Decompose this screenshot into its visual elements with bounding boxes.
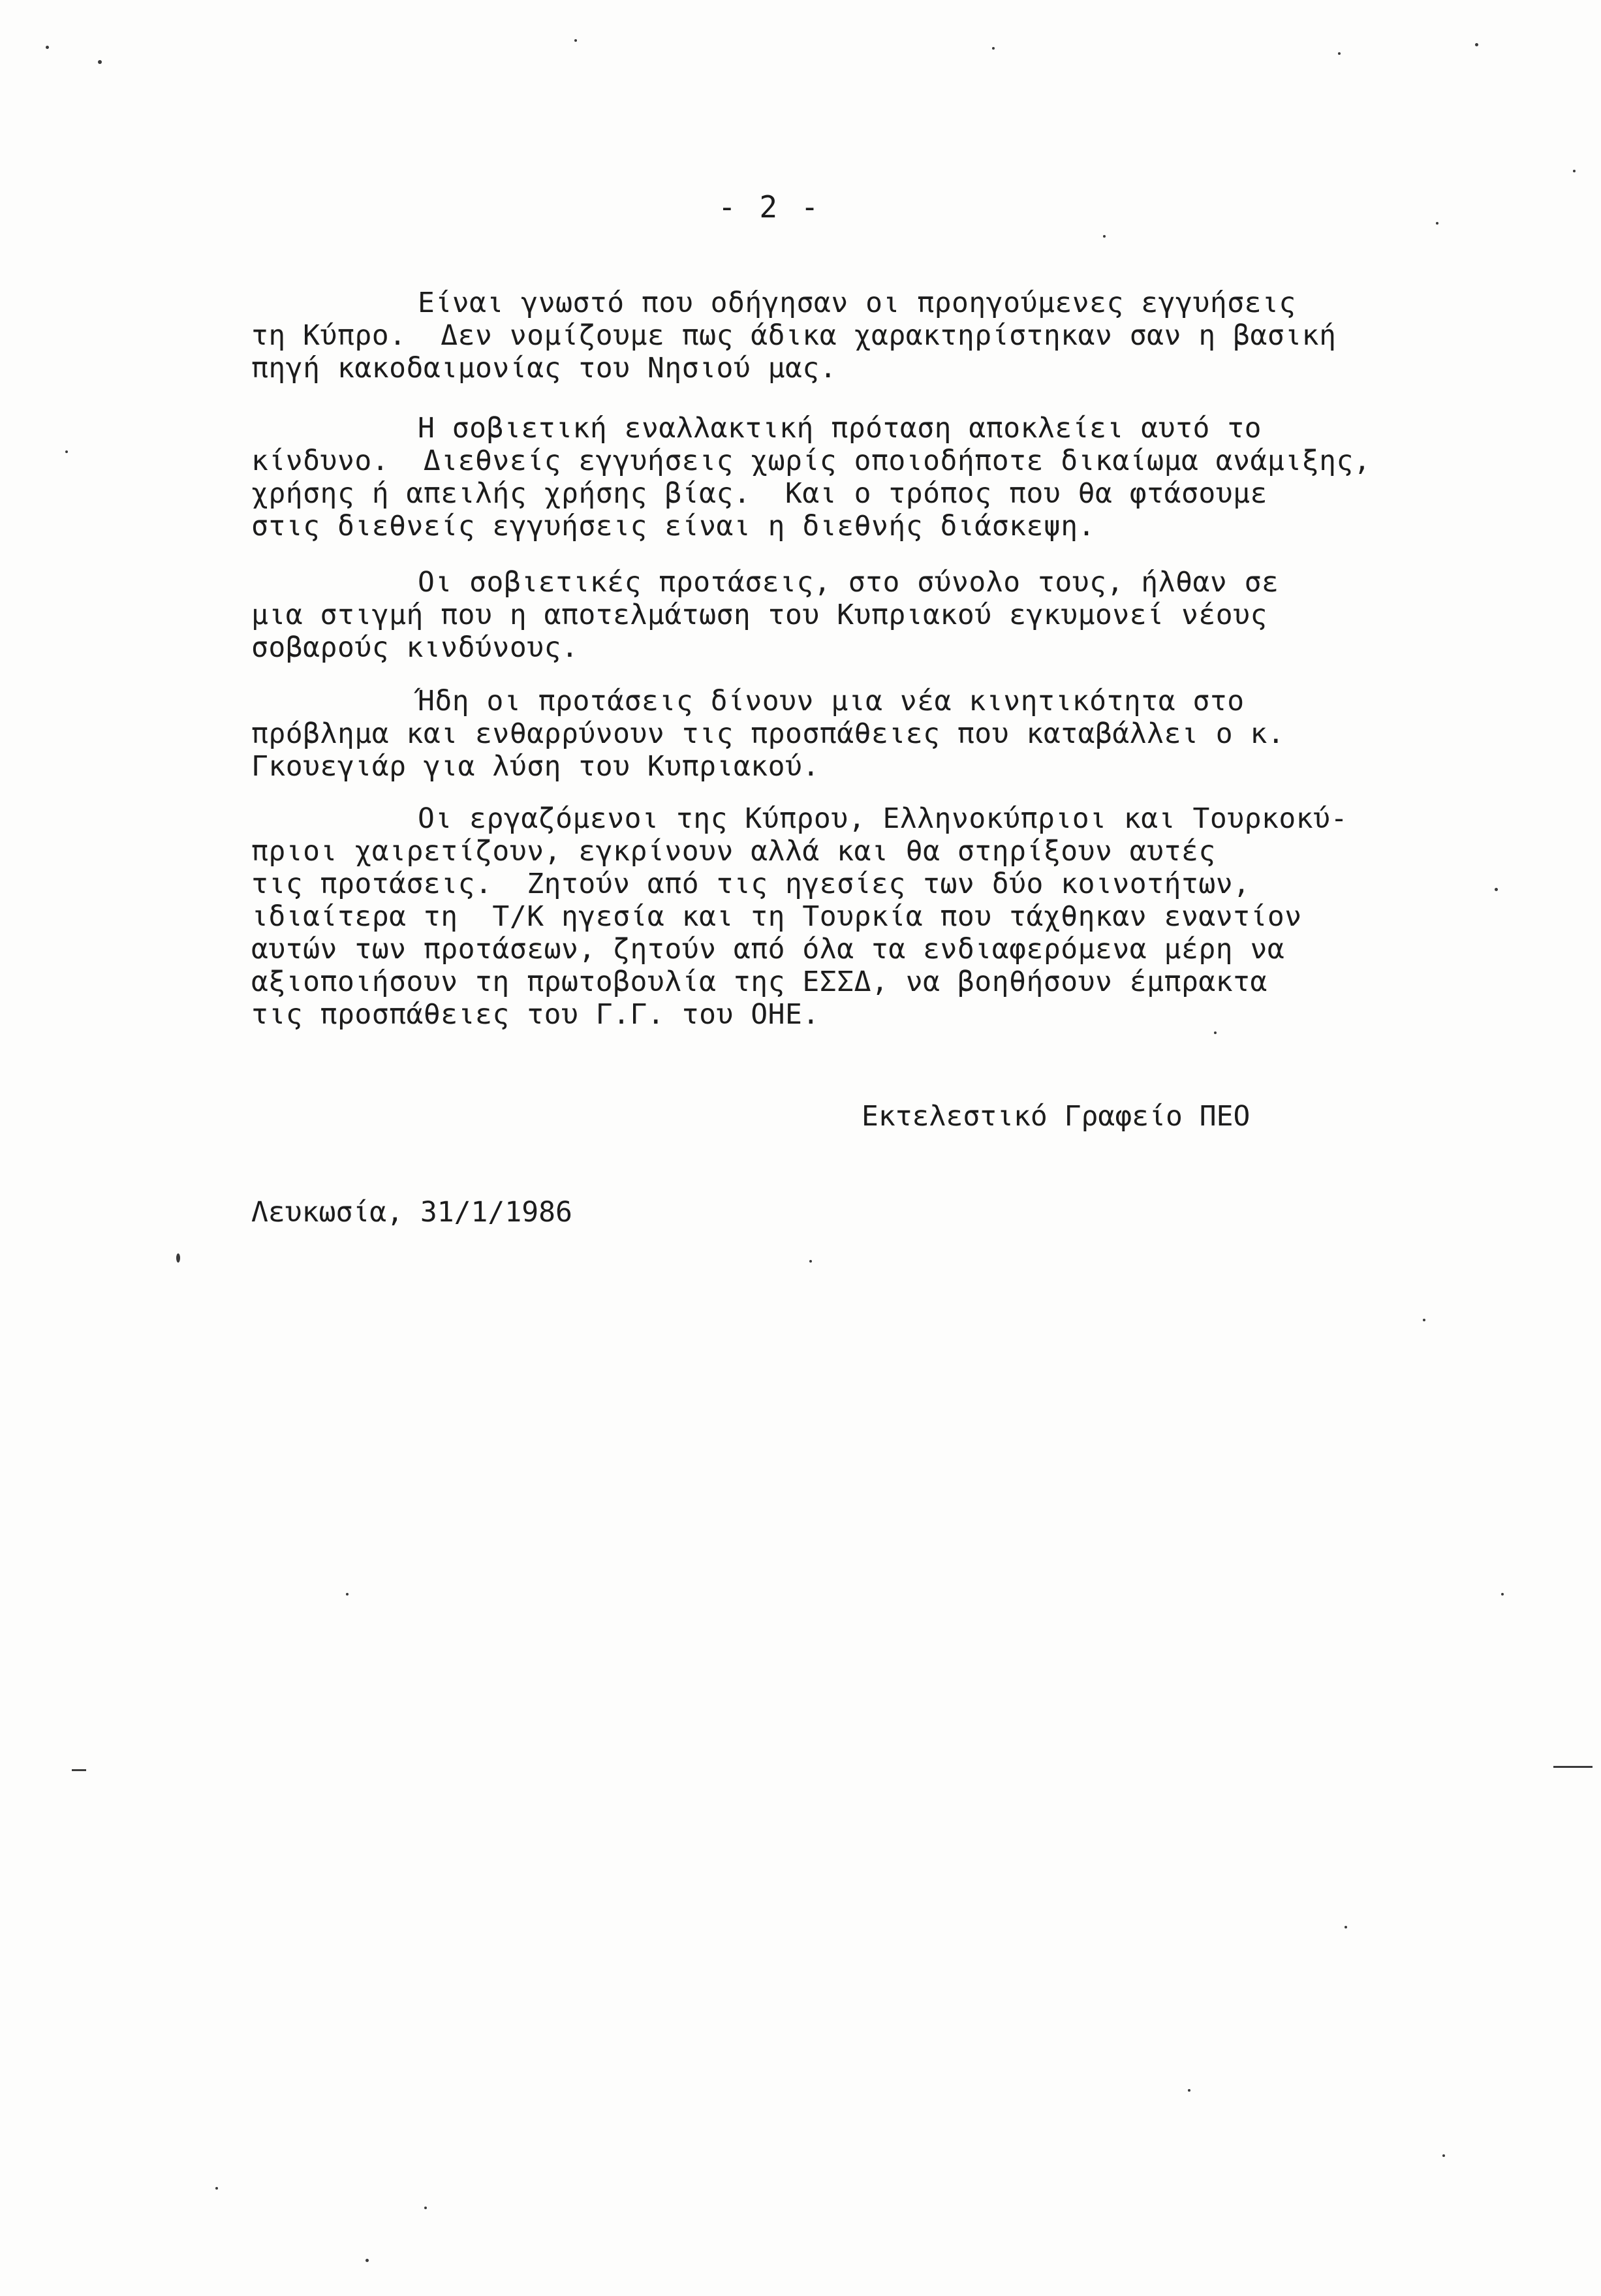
paragraph-5-line-5: αυτών των προτάσεων, ζητούν από όλα τα ενδιαφερόμενα μέρη να bbox=[251, 933, 1285, 966]
scan-speck bbox=[992, 47, 995, 50]
scan-speck bbox=[98, 60, 102, 64]
scan-speck bbox=[176, 1253, 180, 1263]
signature: Εκτελεστικό Γραφείο ΠΕΟ bbox=[862, 1100, 1251, 1133]
scan-speck bbox=[809, 1260, 812, 1263]
paragraph-5-line-1: Οι εργαζόμενοι της Κύπρου, Ελληνοκύπριοι και Τουρκοκύ- bbox=[418, 802, 1348, 835]
scan-speck bbox=[424, 2207, 427, 2209]
scan-speck bbox=[1423, 1319, 1425, 1321]
scan-speck bbox=[1442, 2154, 1445, 2157]
paragraph-3-line-1: Οι σοβιετικές προτάσεις, στο σύνολο τους, ήλθαν σε bbox=[418, 566, 1279, 599]
scan-speck bbox=[46, 46, 49, 49]
paragraph-3-line-3: σοβαρούς κινδύνους. bbox=[251, 631, 579, 664]
paragraph-2-line-3: χρήσης ή απειλής χρήσης βίας. Και ο τρόπος που θα φτάσουμε bbox=[251, 477, 1267, 510]
scan-speck bbox=[365, 2259, 369, 2262]
scan-speck bbox=[215, 2187, 218, 2190]
scan-speck bbox=[65, 450, 68, 453]
paragraph-5-line-3: τις προτάσεις. Ζητούν από τις ηγεσίες των δύο κοινοτήτων, bbox=[251, 868, 1251, 900]
scan-speck bbox=[1103, 235, 1106, 238]
scan-speck bbox=[1188, 2089, 1190, 2092]
page-number: - 2 - bbox=[718, 189, 822, 225]
scan-speck bbox=[1495, 888, 1498, 891]
scan-speck bbox=[346, 1593, 349, 1596]
paragraph-4-line-1: Ήδη οι προτάσεις δίνουν μια νέα κινητικότητα στο bbox=[418, 685, 1245, 717]
scan-speck bbox=[1573, 170, 1576, 172]
scan-speck bbox=[1436, 222, 1438, 225]
paragraph-5-line-6: αξιοποιήσουν τη πρωτοβουλία της ΕΣΣΔ, να βοηθήσουν έμπρακτα bbox=[251, 966, 1267, 998]
paragraph-2-line-2: κίνδυνο. Διεθνείς εγγυήσεις χωρίς οποιοδήποτε δικαίωμα ανάμιξης, bbox=[251, 445, 1371, 477]
paragraph-3-line-2: μια στιγμή που η αποτελμάτωση του Κυπριακού εγκυμονεί νέους bbox=[251, 599, 1267, 631]
scan-speck bbox=[72, 1769, 86, 1771]
paragraph-4-line-2: πρόβλημα και ενθαρρύνουν τις προσπάθειες που καταβάλλει ο κ. bbox=[251, 717, 1285, 750]
scan-speck bbox=[1338, 52, 1341, 55]
scan-speck bbox=[1475, 43, 1478, 46]
paragraph-1-line-3: πηγή κακοδαιμονίας του Νησιού μας. bbox=[251, 352, 837, 385]
scan-speck bbox=[1214, 1031, 1217, 1034]
scan-speck bbox=[574, 39, 577, 42]
paragraph-5-line-4: ιδιαίτερα τη Τ/Κ ηγεσία και τη Τουρκία που τάχθηκαν εναντίον bbox=[251, 900, 1302, 933]
paragraph-2-line-1: Η σοβιετική εναλλακτική πρόταση αποκλείει αυτό το bbox=[418, 412, 1262, 445]
scan-speck bbox=[1553, 1766, 1593, 1768]
paragraph-2-line-4: στις διεθνείς εγγυήσεις είναι η διεθνής διάσκεψη. bbox=[251, 510, 1096, 543]
scan-speck bbox=[1345, 1926, 1347, 1928]
paragraph-1-line-1: Είναι γνωστό που οδήγησαν οι προηγούμενες εγγυήσεις bbox=[418, 287, 1296, 319]
paragraph-1-line-2: τη Κύπρο. Δεν νομίζουμε πως άδικα χαρακτηρίστηκαν σαν η βασική bbox=[251, 319, 1337, 352]
place-date: Λευκωσία, 31/1/1986 bbox=[251, 1196, 572, 1229]
scan-speck bbox=[1501, 1593, 1504, 1596]
paragraph-5-line-2: πριοι χαιρετίζουν, εγκρίνουν αλλά και θα στηρίξουν αυτές bbox=[251, 835, 1216, 868]
paragraph-5-line-7: τις προσπάθειες του Γ.Γ. του ΟΗΕ. bbox=[251, 998, 820, 1031]
paragraph-4-line-3: Γκουεγιάρ για λύση του Κυπριακού. bbox=[251, 750, 820, 783]
